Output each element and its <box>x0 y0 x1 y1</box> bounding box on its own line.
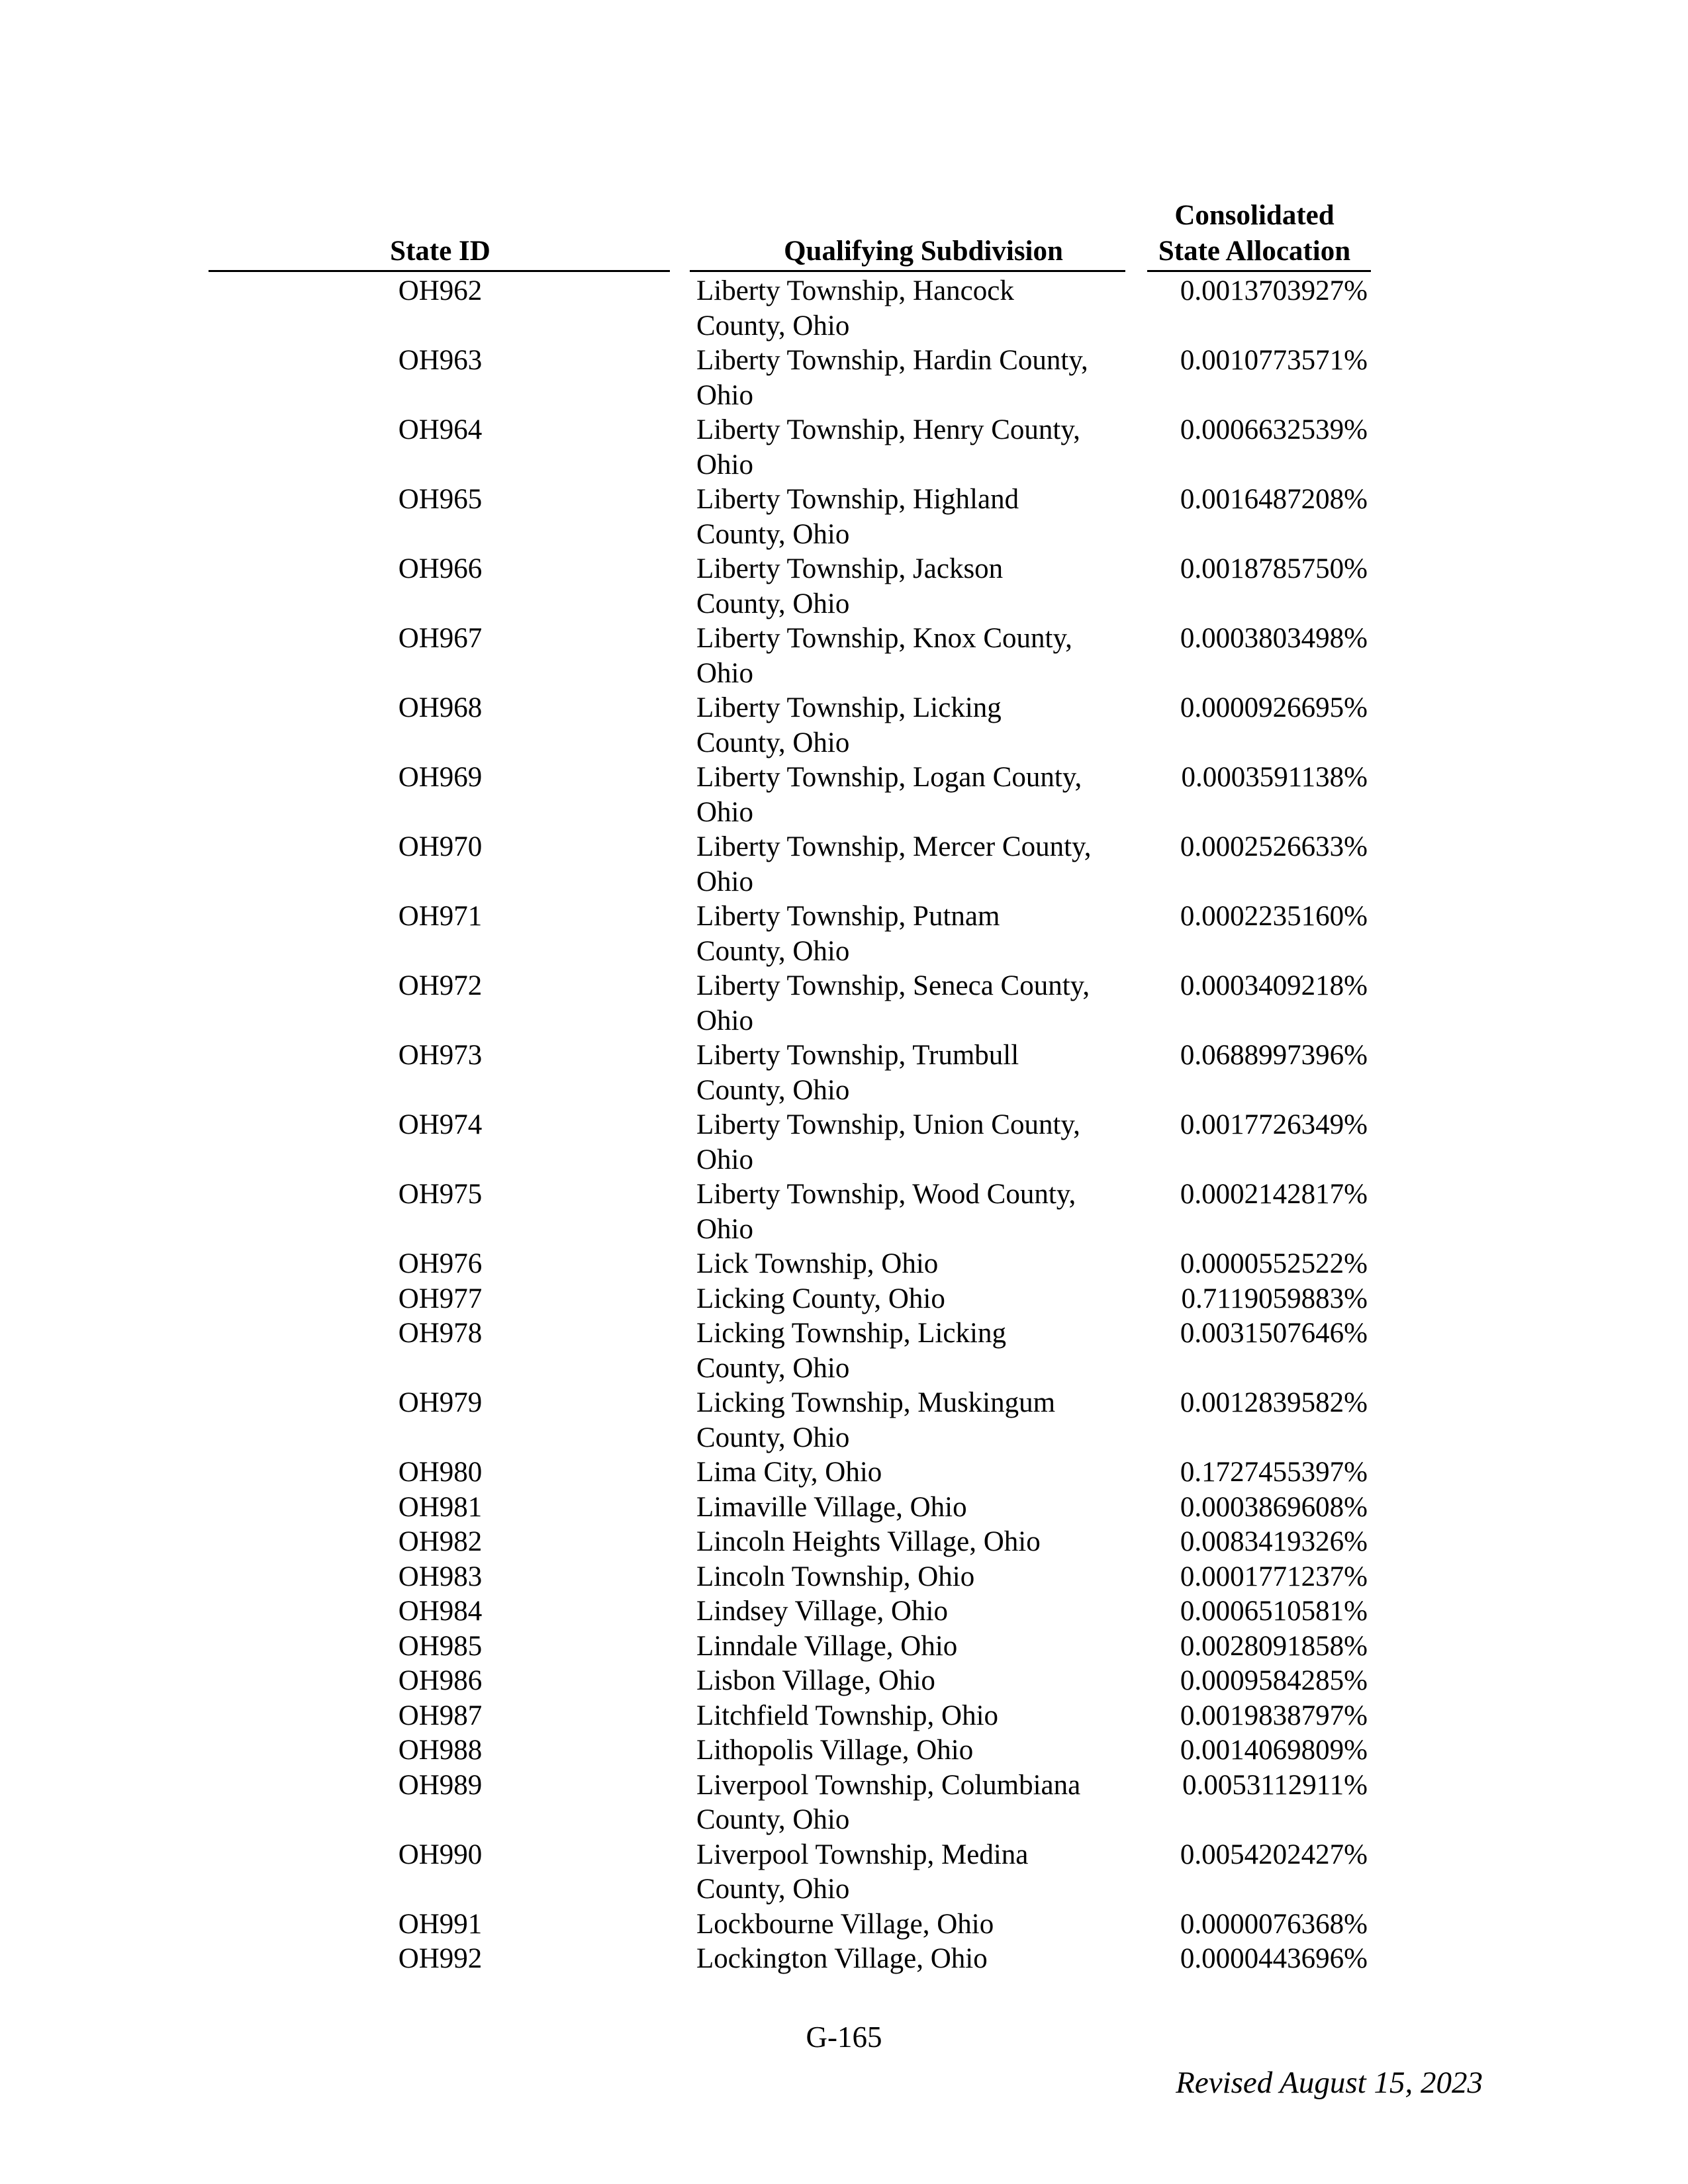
table-row <box>0 621 1688 691</box>
subdivision-line: County, Ohio <box>696 1074 850 1106</box>
table-row <box>0 1629 1688 1664</box>
subdivision-cell <box>696 1386 1133 1455</box>
table-row <box>0 1490 1688 1525</box>
subdivision-cell <box>696 1664 1133 1699</box>
subdivision-line: Litchfield Township, Ohio <box>696 1700 999 1731</box>
state-id-cell: OH987 <box>398 1700 483 1731</box>
subdivision-cell <box>696 1629 1133 1664</box>
subdivision-cell <box>696 1108 1133 1177</box>
subdivision-line: Licking Township, Muskingum <box>696 1387 1056 1418</box>
table-row <box>0 1699 1688 1734</box>
subdivision-cell <box>696 1177 1133 1247</box>
state-id-cell: OH984 <box>398 1596 483 1627</box>
subdivision-line: County, Ohio <box>696 1804 850 1835</box>
state-id-cell: OH973 <box>398 1040 483 1071</box>
subdivision-line: Liberty Township, Putnam <box>696 901 1000 932</box>
subdivision-line: County, Ohio <box>696 518 850 550</box>
allocation-cell: 0.0002235160% <box>1180 901 1368 932</box>
subdivision-line: Lincoln Heights Village, Ohio <box>696 1526 1041 1557</box>
subdivision-cell <box>696 1282 1133 1317</box>
allocation-cell: 0.0018785750% <box>1180 553 1368 584</box>
subdivision-line: County, Ohio <box>696 588 850 619</box>
table-row <box>0 830 1688 899</box>
allocation-cell: 0.0000443696% <box>1180 1943 1368 1974</box>
subdivision-line: Linndale Village, Ohio <box>696 1630 958 1662</box>
allocation-cell: 0.0016487208% <box>1180 484 1368 515</box>
subdivision-line: Liberty Township, Hancock <box>696 275 1014 306</box>
table-row <box>0 1942 1688 1977</box>
subdivision-cell <box>696 691 1133 760</box>
subdivision-line: Licking Township, Licking <box>696 1318 1006 1349</box>
subdivision-cell <box>696 1525 1133 1560</box>
subdivision-line: Liberty Township, Jackson <box>696 553 1004 584</box>
subdivision-line: Limaville Village, Ohio <box>696 1491 967 1523</box>
subdivision-cell <box>696 899 1133 969</box>
table-row <box>0 552 1688 621</box>
subdivision-line: County, Ohio <box>696 727 850 758</box>
header-allocation-line2: State Allocation <box>1158 236 1351 267</box>
subdivision-line: Ohio <box>696 1213 753 1245</box>
subdivision-line: Liberty Township, Hardin County, <box>696 345 1088 376</box>
subdivision-cell <box>696 1699 1133 1734</box>
subdivision-line: County, Ohio <box>696 1874 850 1905</box>
state-id-cell: OH965 <box>398 484 483 515</box>
subdivision-cell <box>696 482 1133 552</box>
subdivision-line: County, Ohio <box>696 310 850 341</box>
revision-date: Revised August 15, 2023 <box>1176 2066 1483 2100</box>
subdivision-line: Ohio <box>696 1005 753 1036</box>
allocation-cell: 0.0688997396% <box>1180 1040 1368 1071</box>
header-rule-subdivision <box>690 270 1125 272</box>
table-row <box>0 1108 1688 1177</box>
state-id-cell: OH988 <box>398 1735 483 1766</box>
allocation-cell: 0.0009584285% <box>1180 1665 1368 1696</box>
state-id-cell: OH963 <box>398 345 483 376</box>
state-id-cell: OH985 <box>398 1630 483 1662</box>
allocation-cell: 0.0006632539% <box>1180 414 1368 445</box>
state-id-cell: OH977 <box>398 1283 483 1314</box>
subdivision-cell <box>696 1838 1133 1907</box>
subdivision-cell <box>696 1038 1133 1108</box>
subdivision-line: Lick Township, Ohio <box>696 1248 939 1279</box>
table-row <box>0 969 1688 1038</box>
subdivision-cell <box>696 760 1133 830</box>
table-row <box>0 1560 1688 1595</box>
subdivision-line: Liberty Township, Seneca County, <box>696 970 1090 1001</box>
table-row <box>0 1247 1688 1282</box>
allocation-cell: 0.0003591138% <box>1181 762 1368 793</box>
subdivision-cell <box>696 1733 1133 1768</box>
state-id-cell: OH991 <box>398 1908 483 1940</box>
subdivision-cell <box>696 1490 1133 1525</box>
subdivision-line: Ohio <box>696 866 753 897</box>
allocation-cell: 0.0010773571% <box>1180 345 1368 376</box>
state-id-cell: OH971 <box>398 901 483 932</box>
state-id-cell: OH990 <box>398 1839 483 1870</box>
table-row <box>0 1455 1688 1490</box>
subdivision-line: Liberty Township, Licking <box>696 692 1002 723</box>
allocation-cell: 0.0000076368% <box>1180 1908 1368 1940</box>
allocation-cell: 0.0054202427% <box>1180 1839 1368 1870</box>
subdivision-line: County, Ohio <box>696 935 850 967</box>
header-rule-allocation <box>1147 270 1371 272</box>
state-id-cell: OH968 <box>398 692 483 723</box>
subdivision-line: Liberty Township, Wood County, <box>696 1179 1076 1210</box>
state-id-cell: OH975 <box>398 1179 483 1210</box>
subdivision-cell <box>696 830 1133 899</box>
state-id-cell: OH992 <box>398 1943 483 1974</box>
state-id-cell: OH967 <box>398 623 483 654</box>
table-body <box>0 274 1688 1977</box>
subdivision-line: Ohio <box>696 796 753 828</box>
state-id-cell: OH962 <box>398 275 483 306</box>
table-row <box>0 760 1688 830</box>
allocation-cell: 0.0002142817% <box>1180 1179 1368 1210</box>
state-id-cell: OH986 <box>398 1665 483 1696</box>
allocation-cell: 0.0001771237% <box>1180 1561 1368 1592</box>
allocation-cell: 0.0003409218% <box>1180 970 1368 1001</box>
subdivision-cell <box>696 1247 1133 1282</box>
subdivision-line: Licking County, Ohio <box>696 1283 945 1314</box>
subdivision-cell <box>696 1316 1133 1386</box>
subdivision-line: County, Ohio <box>696 1352 850 1384</box>
subdivision-line: Liverpool Township, Columbiana <box>696 1769 1081 1801</box>
state-id-cell: OH982 <box>398 1526 483 1557</box>
table-row <box>0 1525 1688 1560</box>
allocation-cell: 0.0017726349% <box>1180 1109 1368 1140</box>
subdivision-line: Liberty Township, Knox County, <box>696 623 1072 654</box>
subdivision-cell <box>696 621 1133 691</box>
subdivision-line: Lindsey Village, Ohio <box>696 1596 948 1627</box>
state-id-cell: OH964 <box>398 414 483 445</box>
table-row <box>0 1282 1688 1317</box>
state-id-cell: OH970 <box>398 831 483 862</box>
allocation-cell: 0.0003869608% <box>1180 1491 1368 1523</box>
state-id-cell: OH969 <box>398 762 483 793</box>
allocation-cell: 0.0000926695% <box>1180 692 1368 723</box>
allocation-cell: 0.0000552522% <box>1180 1248 1368 1279</box>
allocation-cell: 0.0083419326% <box>1180 1526 1368 1557</box>
allocation-cell: 0.0012839582% <box>1180 1387 1368 1418</box>
allocation-cell: 0.0006510581% <box>1180 1596 1368 1627</box>
state-id-cell: OH989 <box>398 1769 483 1801</box>
table-row <box>0 1664 1688 1699</box>
subdivision-cell <box>696 413 1133 482</box>
subdivision-line: Liberty Township, Henry County, <box>696 414 1080 445</box>
header-qualifying-subdivision: Qualifying Subdivision <box>784 236 1063 267</box>
table-row <box>0 1733 1688 1768</box>
subdivision-cell <box>696 1768 1133 1838</box>
subdivision-line: Lima City, Ohio <box>696 1457 882 1488</box>
subdivision-line: Liberty Township, Logan County, <box>696 762 1082 793</box>
allocation-cell: 0.7119059883% <box>1181 1283 1368 1314</box>
state-id-cell: OH966 <box>398 553 483 584</box>
table-row <box>0 413 1688 482</box>
state-id-cell: OH981 <box>398 1491 483 1523</box>
header-consolidated-state-allocation <box>1139 198 1370 269</box>
allocation-cell: 0.0053112911% <box>1182 1769 1368 1801</box>
allocation-cell: 0.0014069809% <box>1180 1735 1368 1766</box>
subdivision-cell <box>696 552 1133 621</box>
state-id-cell: OH972 <box>398 970 483 1001</box>
subdivision-line: Lisbon Village, Ohio <box>696 1665 935 1696</box>
state-id-cell: OH983 <box>398 1561 483 1592</box>
table-row <box>0 691 1688 760</box>
subdivision-cell <box>696 1455 1133 1490</box>
header-allocation-line1: Consolidated <box>1174 200 1335 231</box>
table-row <box>0 1316 1688 1386</box>
allocation-cell: 0.0031507646% <box>1180 1318 1368 1349</box>
subdivision-line: Liberty Township, Union County, <box>696 1109 1080 1140</box>
table-row <box>0 482 1688 552</box>
state-id-cell: OH978 <box>398 1318 483 1349</box>
subdivision-line: Liberty Township, Mercer County, <box>696 831 1092 862</box>
allocation-cell: 0.0013703927% <box>1180 275 1368 306</box>
allocation-cell: 0.0028091858% <box>1180 1630 1368 1662</box>
table-row <box>0 1907 1688 1942</box>
table-row <box>0 1768 1688 1838</box>
state-id-cell: OH976 <box>398 1248 483 1279</box>
header-state-id: State ID <box>390 236 491 267</box>
state-id-cell: OH979 <box>398 1387 483 1418</box>
subdivision-line: Ohio <box>696 657 753 689</box>
subdivision-cell <box>696 274 1133 343</box>
subdivision-line: Lithopolis Village, Ohio <box>696 1735 974 1766</box>
table-row <box>0 1177 1688 1247</box>
subdivision-cell <box>696 969 1133 1038</box>
table-row <box>0 1386 1688 1455</box>
table-row <box>0 1038 1688 1108</box>
subdivision-cell <box>696 1594 1133 1629</box>
subdivision-cell <box>696 1560 1133 1595</box>
subdivision-line: Lockbourne Village, Ohio <box>696 1908 994 1940</box>
table-row <box>0 343 1688 413</box>
subdivision-cell <box>696 1907 1133 1942</box>
allocation-cell: 0.0003803498% <box>1180 623 1368 654</box>
table-row <box>0 899 1688 969</box>
subdivision-line: Lockington Village, Ohio <box>696 1943 988 1974</box>
table-row <box>0 274 1688 343</box>
state-id-cell: OH974 <box>398 1109 483 1140</box>
allocation-cell: 0.0019838797% <box>1180 1700 1368 1731</box>
allocation-cell: 0.0002526633% <box>1180 831 1368 862</box>
table-row <box>0 1838 1688 1907</box>
subdivision-line: Ohio <box>696 449 753 480</box>
header-rule-state-id <box>209 270 670 272</box>
subdivision-line: Lincoln Township, Ohio <box>696 1561 975 1592</box>
subdivision-line: Liberty Township, Trumbull <box>696 1040 1019 1071</box>
subdivision-cell <box>696 343 1133 413</box>
state-id-cell: OH980 <box>398 1457 483 1488</box>
page-number: G-165 <box>806 2021 882 2054</box>
subdivision-line: Ohio <box>696 1144 753 1175</box>
table-row <box>0 1594 1688 1629</box>
subdivision-cell <box>696 1942 1133 1977</box>
subdivision-line: Ohio <box>696 379 753 411</box>
allocation-cell: 0.1727455397% <box>1180 1457 1368 1488</box>
subdivision-line: County, Ohio <box>696 1422 850 1453</box>
subdivision-line: Liverpool Township, Medina <box>696 1839 1029 1870</box>
subdivision-line: Liberty Township, Highland <box>696 484 1019 515</box>
